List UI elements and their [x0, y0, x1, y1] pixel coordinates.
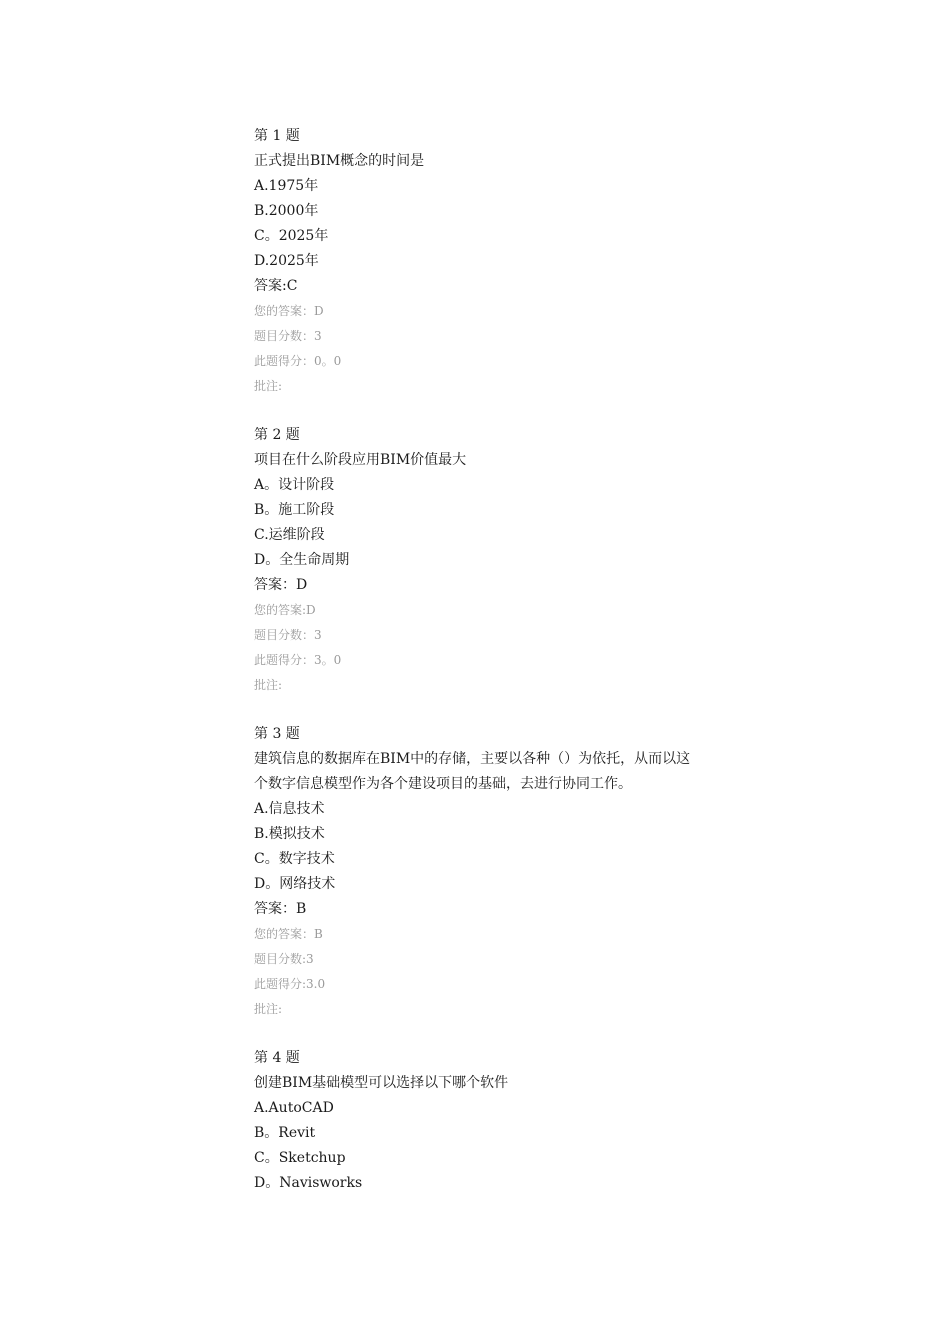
option-list: [254, 473, 694, 573]
correct-answer: 答案：B: [254, 901, 307, 917]
question-4: [254, 1046, 694, 1196]
option-b: B。Revit: [254, 1125, 316, 1141]
option-c: C。2025年: [254, 228, 329, 244]
earned-score: 此题得分：0。0: [254, 354, 342, 368]
option-b: B.2000年: [254, 203, 319, 219]
question-score: 题目分数：3: [254, 628, 322, 642]
option-b: B.模拟技术: [254, 826, 325, 842]
option-list: [254, 1096, 694, 1196]
option-c: C。Sketchup: [254, 1150, 346, 1166]
option-list: [254, 797, 694, 897]
question-score: 题目分数：3: [254, 329, 322, 343]
option-list: [254, 174, 694, 274]
question-title: 第 4 题: [254, 1050, 300, 1066]
question-score: 题目分数:3: [254, 952, 314, 966]
question-stem: 建筑信息的数据库在BIM中的存储，主要以各种（）为依托，从而以这个数字信息模型作为各个建设项目的基础，去进行协同工作。: [254, 751, 691, 792]
your-answer: 您的答案:D: [254, 603, 316, 617]
correct-answer: 答案：D: [254, 577, 308, 593]
option-a: A.1975年: [254, 178, 319, 194]
option-d: D.2025年: [254, 253, 319, 269]
question-stem: 正式提出BIM概念的时间是: [254, 153, 425, 169]
option-a: A.AutoCAD: [254, 1100, 334, 1116]
your-answer: 您的答案：D: [254, 304, 324, 318]
option-d: D。全生命周期: [254, 552, 350, 568]
question-3: [254, 722, 694, 1022]
correct-answer: 答案:C: [254, 278, 298, 294]
option-c: C.运维阶段: [254, 527, 325, 543]
earned-score: 此题得分:3.0: [254, 977, 326, 991]
quiz-document: [254, 124, 694, 1220]
question-stem: 创建BIM基础模型可以选择以下哪个软件: [254, 1075, 509, 1091]
comment: 批注:: [254, 678, 283, 692]
option-a: A.信息技术: [254, 801, 325, 817]
question-1: [254, 124, 694, 399]
earned-score: 此题得分：3。0: [254, 653, 342, 667]
option-b: B。施工阶段: [254, 502, 335, 518]
comment: 批注:: [254, 379, 283, 393]
question-title: 第 1 题: [254, 128, 300, 144]
option-c: C。数字技术: [254, 851, 335, 867]
option-a: A。设计阶段: [254, 477, 335, 493]
question-2: [254, 423, 694, 698]
question-title: 第 3 题: [254, 726, 300, 742]
comment: 批注:: [254, 1002, 283, 1016]
option-d: D。Navisworks: [254, 1175, 363, 1191]
question-title: 第 2 题: [254, 427, 300, 443]
option-d: D。网络技术: [254, 876, 336, 892]
question-stem: 项目在什么阶段应用BIM价值最大: [254, 452, 467, 468]
your-answer: 您的答案：B: [254, 927, 323, 941]
